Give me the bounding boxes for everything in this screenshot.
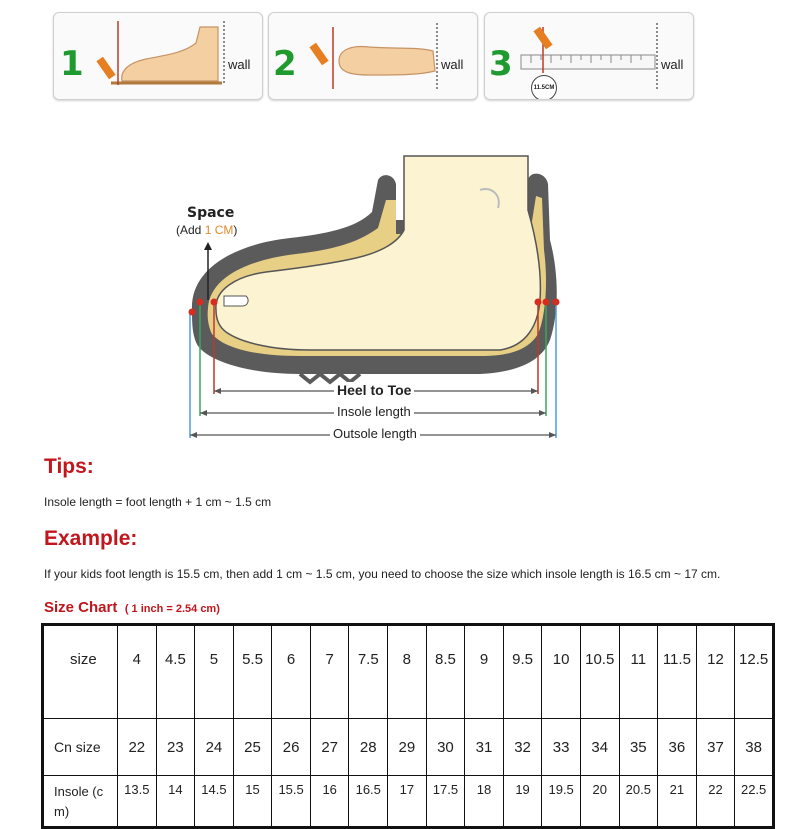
size-chart-cell: 33 <box>542 719 581 776</box>
size-chart-cell: 25 <box>233 719 272 776</box>
size-chart-cell: 24 <box>195 719 234 776</box>
wall-label-3: wall <box>661 57 684 72</box>
size-chart-cell: 29 <box>388 719 427 776</box>
size-chart-cell: 16.5 <box>349 776 388 828</box>
size-chart-cell: 4 <box>118 625 157 719</box>
size-chart-cell: 12 <box>696 625 735 719</box>
space-add-prefix: (Add <box>176 223 205 237</box>
size-chart-cell: 17.5 <box>426 776 465 828</box>
size-chart-cell: 5 <box>195 625 234 719</box>
size-chart-title-row <box>44 599 220 617</box>
size-chart-row <box>43 625 774 719</box>
size-chart-cell: 13.5 <box>118 776 157 828</box>
size-chart-cell: 4.5 <box>156 625 195 719</box>
size-chart-cell: 9.5 <box>503 625 542 719</box>
example-heading: Example: <box>44 527 138 550</box>
heel-to-toe-label: Heel to Toe <box>334 382 414 398</box>
step-number-1: 1 <box>60 44 84 84</box>
tips-heading: Tips: <box>44 455 94 478</box>
step-panel-1 <box>53 12 263 100</box>
size-chart-row <box>43 776 774 828</box>
size-chart-cell: 20.5 <box>619 776 658 828</box>
size-chart-note: ( 1 inch = 2.54 cm) <box>124 603 220 615</box>
size-chart-cell: 32 <box>503 719 542 776</box>
size-chart-cell: 5.5 <box>233 625 272 719</box>
outsole-length-label: Outsole length <box>330 426 420 441</box>
size-chart-cell: 19 <box>503 776 542 828</box>
size-chart-cell: 7 <box>310 625 349 719</box>
size-chart-cell: 27 <box>310 719 349 776</box>
size-chart-cell: 11 <box>619 625 658 719</box>
size-chart-cell: 12.5 <box>735 625 774 719</box>
size-chart-cell: 9 <box>465 625 504 719</box>
size-chart-cell: 8 <box>388 625 427 719</box>
row-header: Cn size <box>43 719 118 776</box>
size-chart-cell: 10 <box>542 625 581 719</box>
size-chart-cell: 22 <box>118 719 157 776</box>
space-add-note <box>176 223 237 237</box>
size-chart-table <box>41 623 775 829</box>
step-panel-2 <box>268 12 478 100</box>
size-chart-cell: 7.5 <box>349 625 388 719</box>
size-chart-cell: 28 <box>349 719 388 776</box>
foot-top-measure-illustration <box>269 13 477 99</box>
size-chart-cell: 22.5 <box>735 776 774 828</box>
space-title: Space <box>187 205 235 221</box>
size-chart-cell: 8.5 <box>426 625 465 719</box>
size-chart-cell: 34 <box>580 719 619 776</box>
size-chart-cell: 6 <box>272 625 311 719</box>
size-chart-cell: 38 <box>735 719 774 776</box>
row-header: Insole (cm) <box>43 776 118 828</box>
size-chart-cell: 15.5 <box>272 776 311 828</box>
size-chart-cell: 23 <box>156 719 195 776</box>
size-chart-cell: 20 <box>580 776 619 828</box>
size-chart-row <box>43 719 774 776</box>
size-chart-cell: 11.5 <box>658 625 697 719</box>
size-chart-cell: 31 <box>465 719 504 776</box>
size-chart-cell: 16 <box>310 776 349 828</box>
size-chart-cell: 18 <box>465 776 504 828</box>
size-chart-cell: 14.5 <box>195 776 234 828</box>
insole-length-label: Insole length <box>334 404 414 419</box>
size-chart-cell: 19.5 <box>542 776 581 828</box>
space-add-suffix: ) <box>233 223 238 237</box>
wall-label-1: wall <box>228 57 251 72</box>
size-chart-cell: 30 <box>426 719 465 776</box>
size-chart-cell: 10.5 <box>580 625 619 719</box>
size-chart-cell: 21 <box>658 776 697 828</box>
space-add-value: 1 CM <box>204 223 234 237</box>
step-panel-3 <box>484 12 694 100</box>
step-number-3: 3 <box>489 44 513 84</box>
wall-label-2: wall <box>441 57 464 72</box>
example-text: If your kids foot length is 15.5 cm, then add 1 cm ~ 1.5 cm, you need to choose the size which insole length is 16.5 cm ~ 17 cm. <box>44 567 721 581</box>
size-chart-cell: 35 <box>619 719 658 776</box>
size-chart-title: Size Chart <box>44 599 118 616</box>
measure-badge: 11.5CM <box>531 75 557 100</box>
size-chart-cell: 22 <box>696 776 735 828</box>
row-header: size <box>43 625 118 719</box>
tips-text: Insole length = foot length + 1 cm ~ 1.5 cm <box>44 495 272 509</box>
step-number-2: 2 <box>273 44 297 84</box>
size-chart-cell: 26 <box>272 719 311 776</box>
size-chart-cell: 37 <box>696 719 735 776</box>
size-chart-cell: 14 <box>156 776 195 828</box>
size-chart-cell: 36 <box>658 719 697 776</box>
foot-side-measure-illustration <box>54 13 262 99</box>
ruler-measure-illustration <box>485 13 693 99</box>
size-chart-cell: 15 <box>233 776 272 828</box>
size-chart-cell: 17 <box>388 776 427 828</box>
